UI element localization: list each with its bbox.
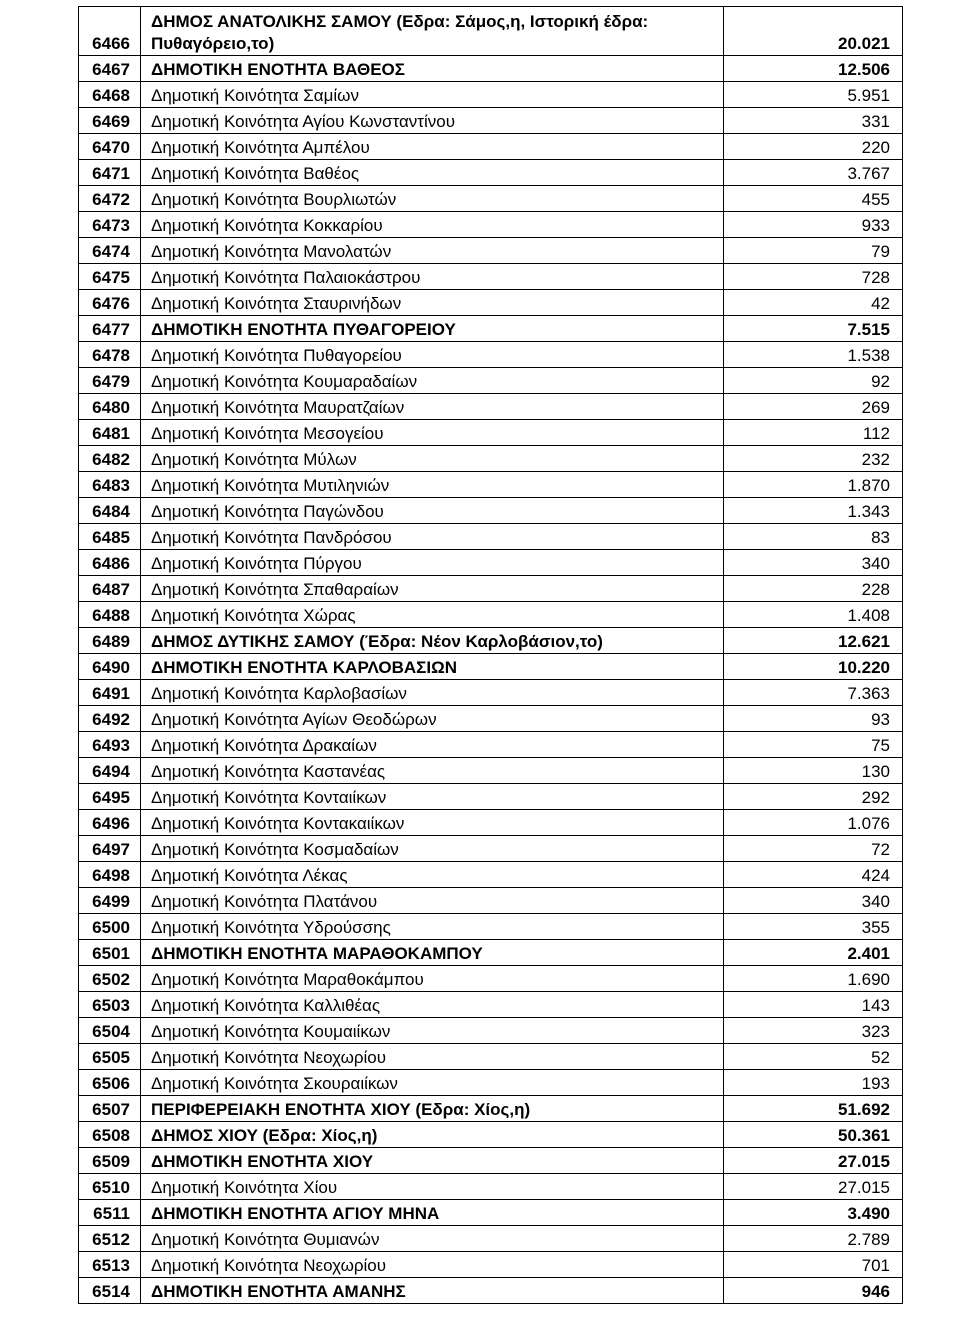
row-name: Δημοτική Κοινότητα Αμπέλου (141, 134, 724, 160)
row-name: Δημοτική Κοινότητα Πύργου (141, 550, 724, 576)
row-population: 701 (724, 1252, 903, 1278)
row-population: 27.015 (724, 1148, 903, 1174)
row-code: 6513 (79, 1252, 141, 1278)
row-population: 5.951 (724, 82, 903, 108)
row-code: 6500 (79, 914, 141, 940)
row-population: 2.401 (724, 940, 903, 966)
row-population: 12.506 (724, 56, 903, 82)
row-population: 228 (724, 576, 903, 602)
row-population: 50.361 (724, 1122, 903, 1148)
row-population: 51.692 (724, 1096, 903, 1122)
row-name: Δημοτική Κοινότητα Δρακαίων (141, 732, 724, 758)
row-code: 6467 (79, 56, 141, 82)
table-row (79, 420, 903, 446)
row-population: 728 (724, 264, 903, 290)
row-code: 6473 (79, 212, 141, 238)
table-row (79, 1148, 903, 1174)
row-population: 75 (724, 732, 903, 758)
row-name: Δημοτική Κοινότητα Υδρούσσης (141, 914, 724, 940)
row-population: 1.690 (724, 966, 903, 992)
table-row (79, 342, 903, 368)
table-row (79, 524, 903, 550)
row-population: 1.870 (724, 472, 903, 498)
row-name: Δημοτική Κοινότητα Καστανέας (141, 758, 724, 784)
row-code: 6494 (79, 758, 141, 784)
row-population: 3.767 (724, 160, 903, 186)
row-code: 6493 (79, 732, 141, 758)
row-code: 6499 (79, 888, 141, 914)
table-row (79, 1200, 903, 1226)
row-population: 27.015 (724, 1174, 903, 1200)
table-row (79, 212, 903, 238)
row-name: ΔΗΜΟΣ ΔΥΤΙΚΗΣ ΣΑΜΟΥ (Έδρα: Νέον Καρλοβάσιον,το) (141, 628, 724, 654)
row-name: Δημοτική Κοινότητα Χώρας (141, 602, 724, 628)
row-code: 6484 (79, 498, 141, 524)
table-row (79, 1018, 903, 1044)
table-row (79, 810, 903, 836)
row-name: ΔΗΜΟΤΙΚΗ ΕΝΟΤΗΤΑ ΠΥΘΑΓΟΡΕΙΟΥ (141, 316, 724, 342)
row-population: 3.490 (724, 1200, 903, 1226)
row-name: Δημοτική Κοινότητα Κουμαιίκων (141, 1018, 724, 1044)
row-population: 72 (724, 836, 903, 862)
row-code: 6487 (79, 576, 141, 602)
table-row (79, 784, 903, 810)
table-row (79, 602, 903, 628)
table-row (79, 758, 903, 784)
row-population: 933 (724, 212, 903, 238)
table-row (79, 394, 903, 420)
row-population: 143 (724, 992, 903, 1018)
table-row (79, 316, 903, 342)
row-population: 455 (724, 186, 903, 212)
row-population: 20.021 (724, 7, 903, 56)
row-name: Δημοτική Κοινότητα Νεοχωρίου (141, 1044, 724, 1070)
row-code: 6489 (79, 628, 141, 654)
row-population: 1.076 (724, 810, 903, 836)
row-population: 2.789 (724, 1226, 903, 1252)
row-name: ΔΗΜΟΤΙΚΗ ΕΝΟΤΗΤΑ ΧΙΟΥ (141, 1148, 724, 1174)
row-name: ΔΗΜΟΤΙΚΗ ΕΝΟΤΗΤΑ ΑΓΙΟΥ ΜΗΝΑ (141, 1200, 724, 1226)
table-row (79, 1174, 903, 1200)
row-name: Δημοτική Κοινότητα Βαθέος (141, 160, 724, 186)
row-code: 6490 (79, 654, 141, 680)
row-name: Δημοτική Κοινότητα Καλλιθέας (141, 992, 724, 1018)
row-code: 6488 (79, 602, 141, 628)
row-name: Δημοτική Κοινότητα Πλατάνου (141, 888, 724, 914)
row-code: 6481 (79, 420, 141, 446)
row-code: 6510 (79, 1174, 141, 1200)
row-name: ΔΗΜΟΤΙΚΗ ΕΝΟΤΗΤΑ ΜΑΡΑΘΟΚΑΜΠΟΥ (141, 940, 724, 966)
row-code: 6505 (79, 1044, 141, 1070)
row-population: 7.515 (724, 316, 903, 342)
row-code: 6498 (79, 862, 141, 888)
row-name: Δημοτική Κοινότητα Παλαιοκάστρου (141, 264, 724, 290)
row-name: Δημοτική Κοινότητα Βουρλιωτών (141, 186, 724, 212)
row-code: 6480 (79, 394, 141, 420)
row-name: ΔΗΜΟΤΙΚΗ ΕΝΟΤΗΤΑ ΚΑΡΛΟΒΑΣΙΩΝ (141, 654, 724, 680)
row-code: 6475 (79, 264, 141, 290)
table-row (79, 654, 903, 680)
row-code: 6504 (79, 1018, 141, 1044)
table-row (79, 628, 903, 654)
row-name: ΠΕΡΙΦΕΡΕΙΑΚΗ ΕΝΟΤΗΤΑ ΧΙΟΥ (Εδρα: Χίος,η) (141, 1096, 724, 1122)
table-row (79, 264, 903, 290)
row-name: Δημοτική Κοινότητα Λέκας (141, 862, 724, 888)
row-code: 6470 (79, 134, 141, 160)
row-name: Δημοτική Κοινότητα Σκουραιίκων (141, 1070, 724, 1096)
row-population: 112 (724, 420, 903, 446)
row-population: 232 (724, 446, 903, 472)
row-name: Δημοτική Κοινότητα Σαμίων (141, 82, 724, 108)
row-population: 1.538 (724, 342, 903, 368)
row-code: 6476 (79, 290, 141, 316)
row-code: 6469 (79, 108, 141, 134)
row-name: Δημοτική Κοινότητα Παγώνδου (141, 498, 724, 524)
table-row (79, 940, 903, 966)
row-code: 6486 (79, 550, 141, 576)
row-population: 424 (724, 862, 903, 888)
row-code: 6474 (79, 238, 141, 264)
row-name: Δημοτική Κοινότητα Αγίων Θεοδώρων (141, 706, 724, 732)
table-row (79, 290, 903, 316)
table-row (79, 706, 903, 732)
row-code: 6509 (79, 1148, 141, 1174)
table-row (79, 368, 903, 394)
row-name: Δημοτική Κοινότητα Μεσογείου (141, 420, 724, 446)
row-name: Δημοτική Κοινότητα Σταυρινήδων (141, 290, 724, 316)
table-row (79, 836, 903, 862)
row-population: 340 (724, 888, 903, 914)
row-code: 6478 (79, 342, 141, 368)
table-row (79, 134, 903, 160)
row-code: 6506 (79, 1070, 141, 1096)
row-population: 10.220 (724, 654, 903, 680)
row-population: 79 (724, 238, 903, 264)
row-name: Δημοτική Κοινότητα Αγίου Κωνσταντίνου (141, 108, 724, 134)
table-row (79, 446, 903, 472)
table-row (79, 7, 903, 56)
table-row (79, 888, 903, 914)
row-population: 7.363 (724, 680, 903, 706)
row-name: Δημοτική Κοινότητα Κονταιίκων (141, 784, 724, 810)
row-population: 946 (724, 1278, 903, 1304)
row-code: 6472 (79, 186, 141, 212)
row-name: Δημοτική Κοινότητα Μυτιληνιών (141, 472, 724, 498)
row-name: ΔΗΜΟΤΙΚΗ ΕΝΟΤΗΤΑ ΑΜΑΝΗΣ (141, 1278, 724, 1304)
row-name: ΔΗΜΟΣ ΧΙΟΥ (Εδρα: Χίος,η) (141, 1122, 724, 1148)
row-population: 323 (724, 1018, 903, 1044)
table-row (79, 1278, 903, 1304)
table-row (79, 1226, 903, 1252)
row-population: 52 (724, 1044, 903, 1070)
table-row (79, 862, 903, 888)
row-name: Δημοτική Κοινότητα Πανδρόσου (141, 524, 724, 550)
row-population: 92 (724, 368, 903, 394)
row-name: ΔΗΜΟΣ ΑΝΑΤΟΛΙΚΗΣ ΣΑΜΟΥ (Εδρα: Σάμος,η, Ιστορική έδρα: Πυθαγόρειο,το) (141, 7, 724, 56)
table-row (79, 238, 903, 264)
row-code: 6511 (79, 1200, 141, 1226)
table-row (79, 472, 903, 498)
row-name: Δημοτική Κοινότητα Κοντακαιίκων (141, 810, 724, 836)
row-code: 6501 (79, 940, 141, 966)
row-name: ΔΗΜΟΤΙΚΗ ΕΝΟΤΗΤΑ ΒΑΘΕΟΣ (141, 56, 724, 82)
table-body (79, 7, 903, 1304)
row-population: 12.621 (724, 628, 903, 654)
row-name: Δημοτική Κοινότητα Σπαθαραίων (141, 576, 724, 602)
row-code: 6503 (79, 992, 141, 1018)
row-code: 6479 (79, 368, 141, 394)
row-code: 6497 (79, 836, 141, 862)
row-code: 6468 (79, 82, 141, 108)
row-name: Δημοτική Κοινότητα Κοκκαρίου (141, 212, 724, 238)
row-name: Δημοτική Κοινότητα Μύλων (141, 446, 724, 472)
table-row (79, 56, 903, 82)
row-code: 6495 (79, 784, 141, 810)
row-population: 292 (724, 784, 903, 810)
row-code: 6508 (79, 1122, 141, 1148)
row-name: Δημοτική Κοινότητα Νεοχωρίου (141, 1252, 724, 1278)
row-name: Δημοτική Κοινότητα Χίου (141, 1174, 724, 1200)
table-row (79, 966, 903, 992)
table-row (79, 1044, 903, 1070)
table-row (79, 914, 903, 940)
row-code: 6507 (79, 1096, 141, 1122)
row-population: 193 (724, 1070, 903, 1096)
row-name: Δημοτική Κοινότητα Κοσμαδαίων (141, 836, 724, 862)
row-code: 6512 (79, 1226, 141, 1252)
table-row (79, 160, 903, 186)
row-code: 6485 (79, 524, 141, 550)
row-population: 1.343 (724, 498, 903, 524)
row-code: 6496 (79, 810, 141, 836)
row-name: Δημοτική Κοινότητα Πυθαγορείου (141, 342, 724, 368)
row-population: 1.408 (724, 602, 903, 628)
row-population: 220 (724, 134, 903, 160)
population-table (78, 6, 903, 1304)
table-row (79, 498, 903, 524)
row-code: 6477 (79, 316, 141, 342)
row-name: Δημοτική Κοινότητα Θυμιανών (141, 1226, 724, 1252)
row-name: Δημοτική Κοινότητα Κουμαραδαίων (141, 368, 724, 394)
row-population: 130 (724, 758, 903, 784)
row-code: 6471 (79, 160, 141, 186)
row-population: 340 (724, 550, 903, 576)
row-population: 355 (724, 914, 903, 940)
table-row (79, 1096, 903, 1122)
table-row (79, 732, 903, 758)
table-row (79, 992, 903, 1018)
table-row (79, 550, 903, 576)
row-name: Δημοτική Κοινότητα Καρλοβασίων (141, 680, 724, 706)
row-population: 42 (724, 290, 903, 316)
row-code: 6482 (79, 446, 141, 472)
row-code: 6492 (79, 706, 141, 732)
row-code: 6466 (79, 7, 141, 56)
row-name: Δημοτική Κοινότητα Μαυρατζαίων (141, 394, 724, 420)
table-row (79, 1252, 903, 1278)
table-row (79, 1070, 903, 1096)
table-row (79, 680, 903, 706)
row-name: Δημοτική Κοινότητα Μανολατών (141, 238, 724, 264)
row-code: 6502 (79, 966, 141, 992)
row-population: 93 (724, 706, 903, 732)
row-population: 83 (724, 524, 903, 550)
table-row (79, 576, 903, 602)
row-population: 331 (724, 108, 903, 134)
table-row (79, 82, 903, 108)
row-code: 6514 (79, 1278, 141, 1304)
table-row (79, 108, 903, 134)
row-code: 6483 (79, 472, 141, 498)
row-name: Δημοτική Κοινότητα Μαραθοκάμπου (141, 966, 724, 992)
table-row (79, 186, 903, 212)
row-population: 269 (724, 394, 903, 420)
table-row (79, 1122, 903, 1148)
row-code: 6491 (79, 680, 141, 706)
